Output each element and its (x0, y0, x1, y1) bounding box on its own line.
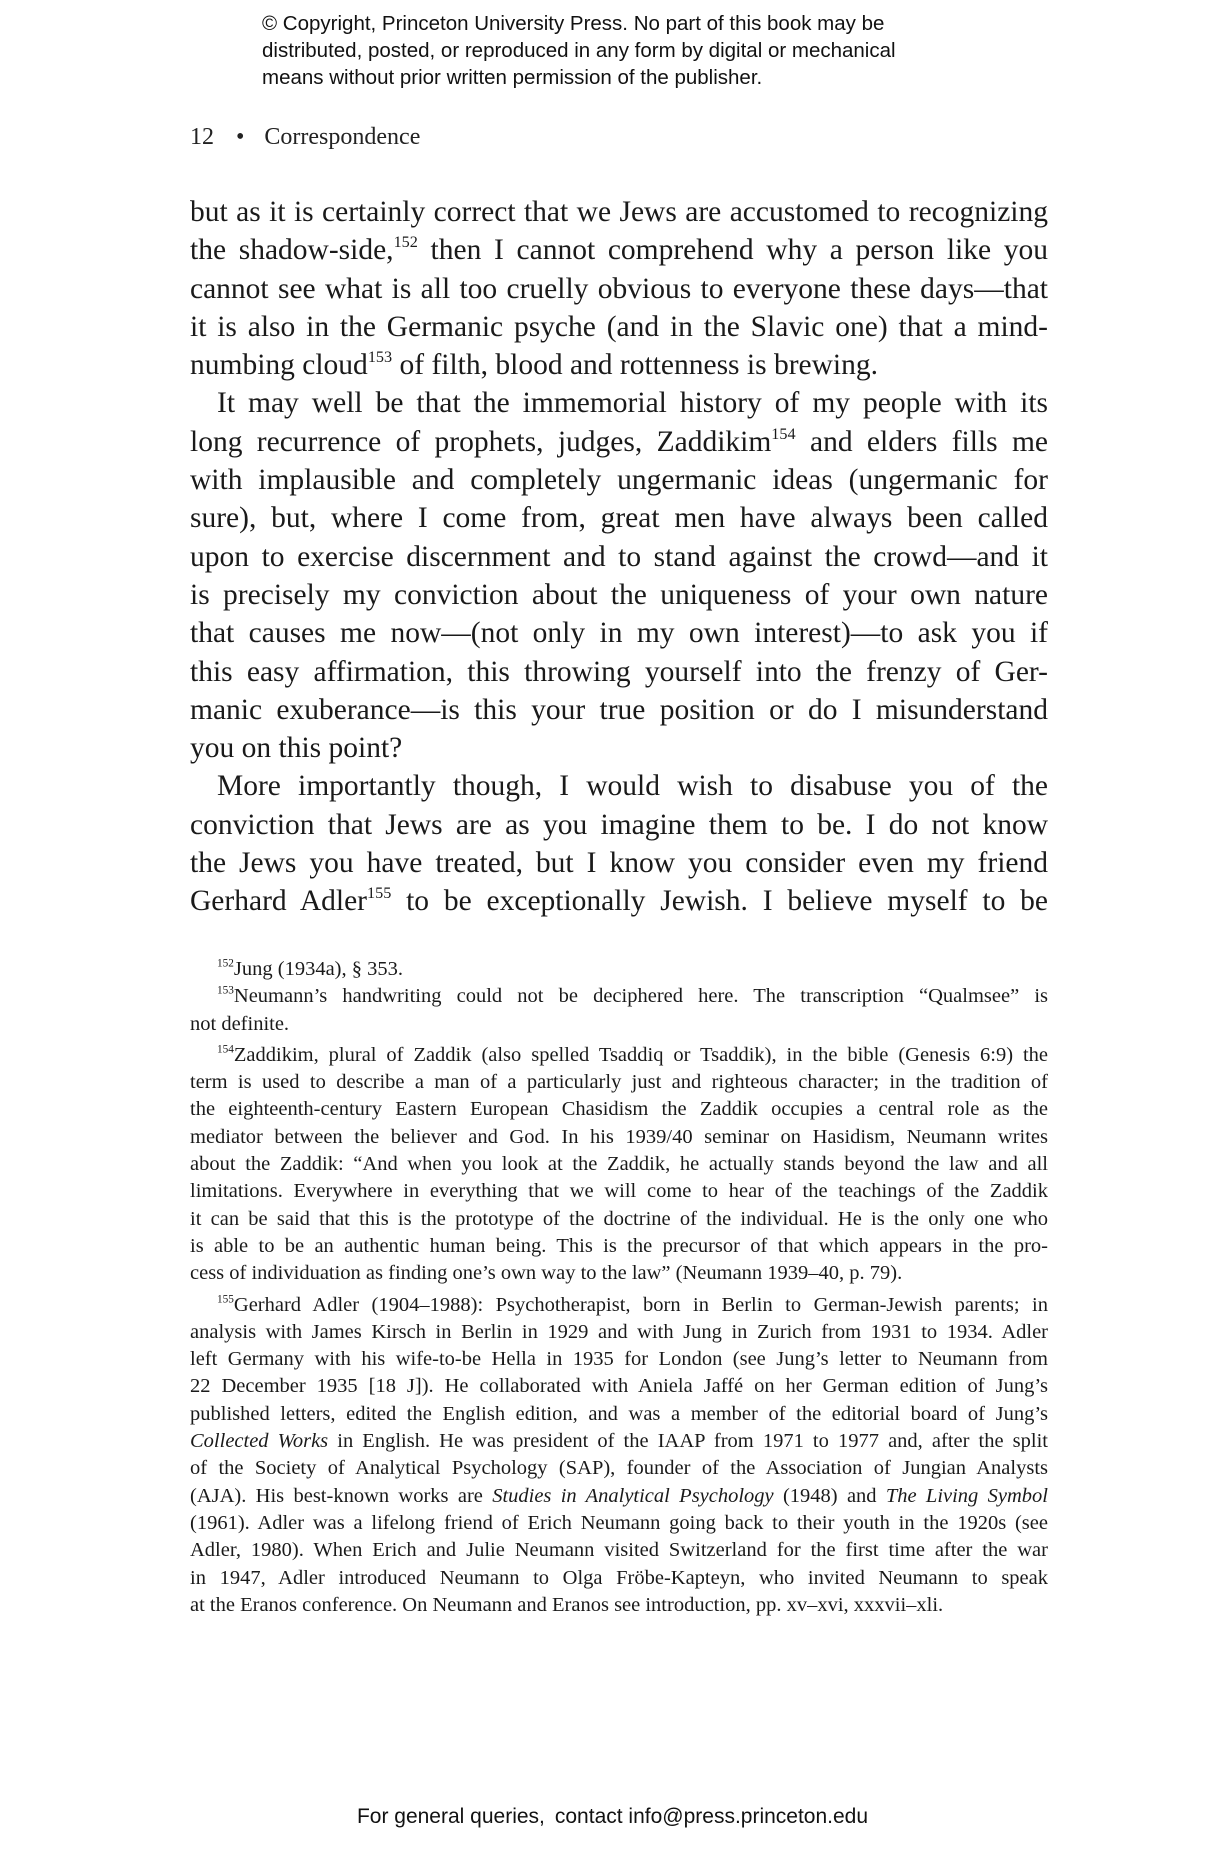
page-footer (0, 1805, 1225, 1829)
body-line: manic exuberance—is this your true position or do I misunderstand (190, 693, 1048, 726)
body-line: long recurrence of prophets, judges, Zaddikim$^{154}$ and elders fills me (190, 424, 1048, 458)
book-title: The Living Symbol (885, 1484, 1048, 1507)
footnote-line: mediator between the believer and God. In his 1939/40 seminar on Hasidism, Neumann writes (190, 1125, 1048, 1148)
body-line: the Jews you have treated, but I know you consider even my friend (190, 847, 1048, 880)
footnote-line: about the Zaddik: “And when you look at the Zaddik, he actually stands beyond the law and all (190, 1153, 1048, 1176)
body-line: but as it is certainly correct that we Jews are accustomed to recognizing (190, 196, 1048, 228)
footnote-ref-154[interactable]: 154 (771, 424, 796, 443)
body-line: sure), but, where I come from, great men have always been called (190, 502, 1048, 535)
footnotes (190, 956, 1048, 1619)
main-body-text (190, 193, 1048, 921)
copyright-line: © Copyright, Princeton University Press. No part of this book may be (262, 12, 885, 35)
footnote-line: limitations. Everywhere in everything that we will come to hear of the teachings of the Zaddik (190, 1180, 1048, 1203)
body-line: upon to exercise discernment and to stand against the crowd—and it (190, 540, 1048, 573)
body-line: you on this point? (190, 732, 403, 765)
footnote-ref-153[interactable]: 153 (367, 348, 393, 367)
footnote-line: cess of individuation as finding one’s own way to the law” (Neumann 1939–40, p. 79). (190, 1262, 903, 1285)
footnote-152: $^{152}$Jung (1934a), § 353. (217, 957, 404, 980)
body-line: is precisely my conviction about the uniqueness of your own nature (190, 578, 1048, 611)
footnote-154: $^{154}$Zaddikim, plural of Zaddik (also spelled Tsaddiq or Tsaddik), in the bible (Genesis 6:9) the (217, 1043, 1048, 1066)
bullet-separator: • (236, 124, 245, 150)
book-title: Studies in Analytical Psychology (492, 1484, 774, 1507)
footnote-line: is able to be an authentic human being. This is the precursor of that which appears in the pro- (190, 1234, 1048, 1257)
footnote-line: of the Society of Analytical Psychology (SAP), founder of the Association of Jungian Analysts (190, 1457, 1048, 1480)
footnote-line: published letters, edited the English edition, and was a member of the editorial board of Jung’s (190, 1402, 1048, 1425)
page-number: 12 (190, 124, 214, 150)
footnote-number: 155 (217, 1293, 234, 1306)
body-line: numbing cloud$^{153}$ of filth, blood and rottenness is brewing. (190, 348, 878, 382)
footnote-line: it can be said that this is the prototype of the doctrine of the individual. He is the only one who (190, 1207, 1048, 1230)
footnote-153: $^{153}$Neumann’s handwriting could not be deciphered here. The transcription “Qualmsee” is (217, 984, 1048, 1008)
body-line: Gerhard Adler$^{155}$ to be exceptionally Jewish. I believe myself to be (190, 884, 1048, 918)
section-title: Correspondence (264, 124, 421, 150)
footnote-line: (1961). Adler was a lifelong friend of Erich Neumann going back to their youth in the 1920s (see (190, 1511, 1048, 1534)
footnote-ref-155[interactable]: 155 (366, 884, 392, 903)
body-line: conviction that Jews are as you imagine them to be. I do not know (190, 808, 1048, 841)
book-title: Collected Works (190, 1430, 329, 1453)
footnote-number: 152 (217, 957, 234, 970)
body-line: the shadow-side,$^{152}$ then I cannot comprehend why a person like you (190, 233, 1049, 267)
footnote-line: 22 December 1935 [18 J]). He collaborated with Aniela Jaffé on her German edition of Jung’s (190, 1375, 1048, 1398)
body-line: It may well be that the immemorial history of my people with its (217, 387, 1048, 420)
copyright-line: distributed, posted, or reproduced in any form by digital or mechanical (262, 39, 896, 62)
footnote-line: Collected Works in English. He was president of the IAAP from 1971 to 1977 and, after the split (190, 1430, 1048, 1453)
footnote-line: Adler, 1980). When Erich and Julie Neumann visited Switzerland for the first time after the war (190, 1539, 1048, 1562)
footnote-line: in 1947, Adler introduced Neumann to Olga Fröbe-Kapteyn, who invited Neumann to speak (190, 1566, 1048, 1589)
footnote-number: 154 (217, 1043, 234, 1056)
copyright-line: means without prior written permission of the publisher. (262, 66, 763, 89)
running-head (190, 124, 420, 151)
footnote-line: analysis with James Kirsch in Berlin in 1929 and with Jung in Zurich from 1931 to 1934. Adler (190, 1320, 1048, 1343)
body-line: this easy affirmation, this throwing yourself into the frenzy of Ger- (190, 655, 1048, 688)
footnote-line: not definite. (190, 1012, 290, 1035)
body-line: that causes me now—(not only in my own interest)—to ask you if (190, 617, 1048, 650)
footnote-number: 153 (217, 984, 234, 997)
footnote-line: (AJA). His best-known works are Studies in Analytical Psychology (1948) and The Living Symbol (190, 1484, 1048, 1507)
body-line: with implausible and completely ungermanic ideas (ungermanic for (190, 464, 1048, 497)
contact-email-link[interactable]: contact info@press.princeton.edu (554, 1805, 869, 1828)
footnote-ref-152[interactable]: 152 (393, 233, 418, 252)
footnote-line: left Germany with his wife-to-be Hella in 1935 for London (see Jung’s letter to Neumann from (190, 1348, 1048, 1371)
footer-label: For general queries, (356, 1805, 545, 1828)
footnote-line: the eighteenth-century Eastern European Chasidism the Zaddik occupies a central role as the (190, 1098, 1048, 1121)
copyright-notice (262, 10, 1022, 91)
footnote-155: $^{155}$Gerhard Adler (1904–1988): Psychotherapist, born in Berlin to German-Jewish parents; in (217, 1293, 1048, 1316)
body-line: it is also in the Germanic psyche (and in the Slavic one) that a mind- (190, 310, 1048, 343)
footnote-line: at the Eranos conference. On Neumann and Eranos see introduction, pp. xv–xvi, xxxvii–xli. (190, 1593, 944, 1616)
body-line: cannot see what is all too cruelly obvious to everyone these days—that (190, 272, 1048, 305)
footnote-line: term is used to describe a man of a particularly just and righteous character; in the tradition of (190, 1071, 1048, 1094)
body-line: More importantly though, I would wish to disabuse you of the (217, 770, 1048, 803)
